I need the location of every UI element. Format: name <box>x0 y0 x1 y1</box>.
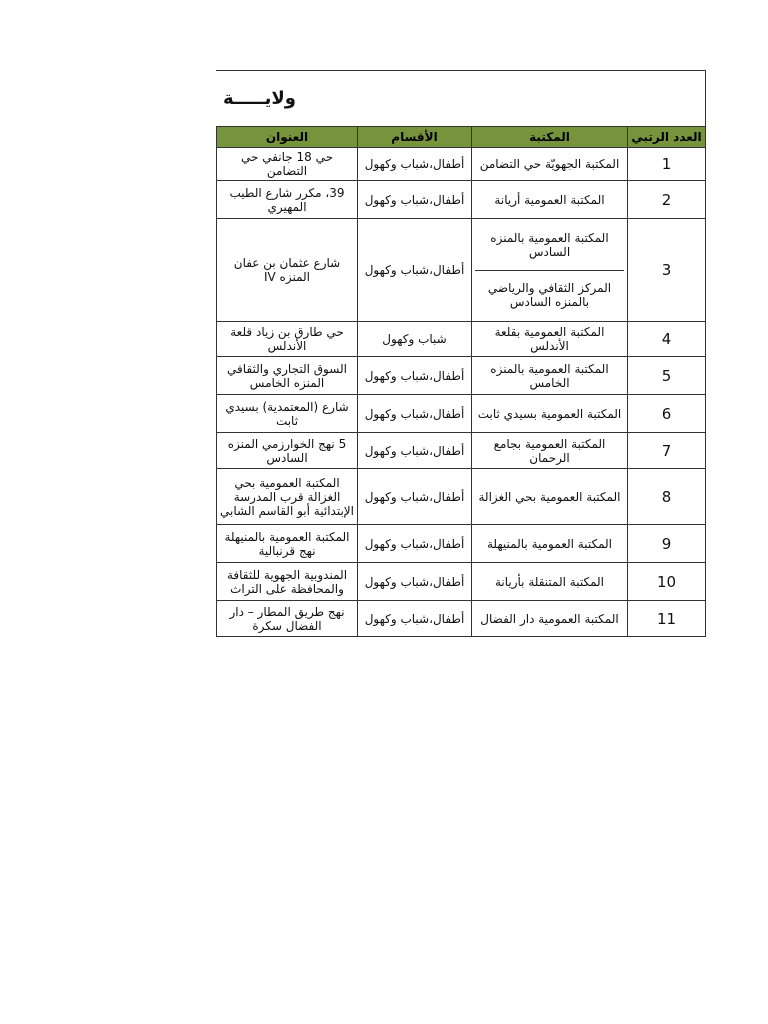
table-row <box>217 395 706 433</box>
cell-num: 4 <box>628 322 706 357</box>
table-row <box>217 469 706 525</box>
cell-sections: شباب وكهول <box>358 322 472 357</box>
table-row <box>217 357 706 395</box>
cell-address: المكتبة العمومية بالمنيهلة نهج قرنبالية <box>217 525 358 563</box>
cell-library: المكتبة العمومية بالمنيهلة <box>472 525 628 563</box>
cell-address: المكتبة العمومية بحي الغزالة قرب المدرسة الإبتدائية أبو القاسم الشابي <box>217 469 358 525</box>
cell-library-split <box>472 219 628 322</box>
table-row <box>217 563 706 601</box>
cell-num: 8 <box>628 469 706 525</box>
libraries-table <box>216 126 706 637</box>
table-row <box>217 525 706 563</box>
cell-address: السوق التجاري والثقافي المنزه الخامس <box>217 357 358 395</box>
cell-sections: أطفال،شباب وكهول <box>358 357 472 395</box>
cell-sections: أطفال،شباب وكهول <box>358 395 472 433</box>
cell-address: حي طارق بن زياد قلعة الأندلس <box>217 322 358 357</box>
cell-library: المكتبة المتنقلة بأريانة <box>472 563 628 601</box>
table-row <box>217 148 706 181</box>
cell-address: شارع (المعتمدية) بسيدي ثابت <box>217 395 358 433</box>
cell-num: 9 <box>628 525 706 563</box>
header-address: العنوان <box>217 127 358 148</box>
header-sections: الأقسام <box>358 127 472 148</box>
header-num: العدد الرتبي <box>628 127 706 148</box>
cell-library: المكتبة العمومية دار الفضال <box>472 601 628 637</box>
cell-library-b: المركز الثقافي والرياضي بالمنزه السادس <box>475 270 624 320</box>
cell-address: المندوبية الجهوية للثقافة والمحافظة على التراث <box>217 563 358 601</box>
cell-address: شارع عثمان بن عفان المنزه IV <box>217 219 358 322</box>
cell-sections: أطفال،شباب وكهول <box>358 181 472 219</box>
header-library: المكتبة <box>472 127 628 148</box>
table-row <box>217 219 706 322</box>
cell-address: نهج طريق المطار – دار الفضال سكرة <box>217 601 358 637</box>
cell-library: المكتبة العمومية بجامع الرحمان <box>472 433 628 469</box>
table-row <box>217 433 706 469</box>
cell-num: 6 <box>628 395 706 433</box>
cell-sections: أطفال،شباب وكهول <box>358 148 472 181</box>
cell-library-a: المكتبة العمومية بالمنزه السادس <box>490 231 609 260</box>
cell-library: المكتبة العمومية أريانة <box>472 181 628 219</box>
cell-sections: أطفال،شباب وكهول <box>358 433 472 469</box>
cell-num: 1 <box>628 148 706 181</box>
document-title: ولايـــــة <box>222 88 296 109</box>
cell-sections: أطفال،شباب وكهول <box>358 601 472 637</box>
cell-num: 10 <box>628 563 706 601</box>
cell-num: 11 <box>628 601 706 637</box>
cell-library: المكتبة الجهويّة حي التضامن <box>472 148 628 181</box>
cell-num: 7 <box>628 433 706 469</box>
table-row <box>217 181 706 219</box>
cell-num: 3 <box>628 219 706 322</box>
cell-address: حي 18 جانفي حي التضامن <box>217 148 358 181</box>
cell-sections: أطفال،شباب وكهول <box>358 469 472 525</box>
cell-sections: أطفال،شباب وكهول <box>358 563 472 601</box>
cell-library: المكتبة العمومية بالمنزه الخامس <box>472 357 628 395</box>
cell-num: 2 <box>628 181 706 219</box>
table-row <box>217 601 706 637</box>
cell-num: 5 <box>628 357 706 395</box>
cell-library: المكتبة العمومية بحي الغزالة <box>472 469 628 525</box>
cell-library: المكتبة العمومية بسيدي ثابت <box>472 395 628 433</box>
cell-library: المكتبة العمومية بقلعة الأندلس <box>472 322 628 357</box>
table-row <box>217 322 706 357</box>
cell-sections: أطفال،شباب وكهول <box>358 219 472 322</box>
table-header-row <box>217 127 706 148</box>
cell-address: 39، مكرر شارع الطيب المهيري <box>217 181 358 219</box>
cell-address: 5 نهج الخوارزمي المنزه السادس <box>217 433 358 469</box>
cell-sections: أطفال،شباب وكهول <box>358 525 472 563</box>
